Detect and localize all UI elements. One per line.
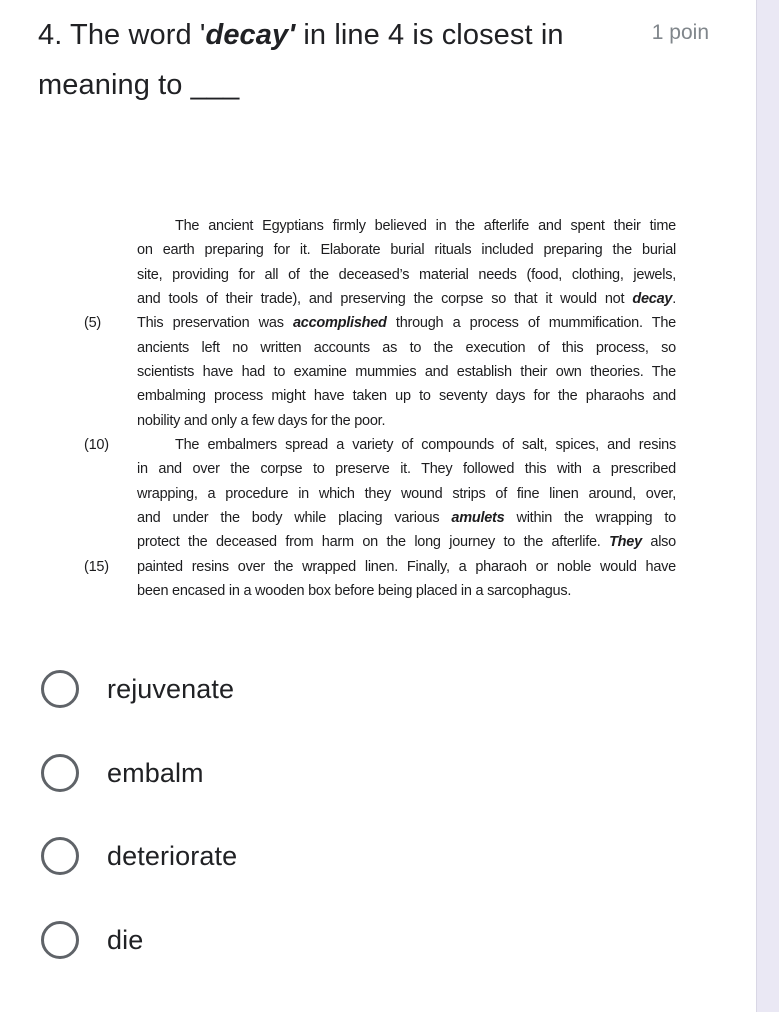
passage-line <box>84 579 676 603</box>
passage-line <box>84 433 676 457</box>
line-number <box>84 360 137 384</box>
line-text: scientists have had to examine mummies and establish their own theories. The <box>137 363 676 380</box>
option-row-die[interactable] <box>41 921 237 959</box>
option-label: die <box>107 924 144 955</box>
option-label: embalm <box>107 757 204 788</box>
passage-line <box>84 457 676 481</box>
line-text: on earth preparing for it. Elaborate burial rituals included preparing the burial <box>137 242 676 259</box>
page-background-strip <box>756 0 779 1012</box>
line-text: The ancient Egyptians firmly believed in the afterlife and spent their time <box>175 218 676 234</box>
line-text: and tools of their trade), and preserving the corpse so that it would not decay. <box>137 290 676 307</box>
passage-line <box>84 555 676 579</box>
passage-line <box>84 482 676 506</box>
passage-line <box>84 360 676 384</box>
points-label: 1 poin <box>651 21 709 44</box>
line-number <box>84 287 137 311</box>
line-text: site, providing for all of the deceased’s material needs (food, clothing, jewels, <box>137 266 676 283</box>
line-text: and under the body while placing various amulets within the wrapping to <box>137 509 676 526</box>
question-title <box>38 10 643 110</box>
option-row-deteriorate[interactable] <box>41 837 237 875</box>
passage-line <box>84 263 676 287</box>
radio-button-icon[interactable] <box>41 670 79 708</box>
option-label: rejuvenate <box>107 674 235 704</box>
passage-line <box>84 506 676 530</box>
option-row-embalm[interactable] <box>41 754 237 792</box>
line-text: This preservation was accomplished through a process of mummification. The <box>137 315 676 332</box>
passage-line <box>84 530 676 554</box>
line-number <box>84 384 137 408</box>
question-title-prefix: 4. The word ' <box>38 19 206 51</box>
question-keyword: decay' <box>205 19 296 51</box>
line-text: The embalmers spread a variety of compounds of salt, spices, and resins <box>175 436 676 453</box>
line-number <box>84 457 137 481</box>
passage-line <box>84 214 676 238</box>
option-row-rejuvenate[interactable] <box>41 670 237 708</box>
line-text: been encased in a wooden box before being placed in a sarcophagus. <box>137 582 572 599</box>
line-number <box>84 214 137 238</box>
line-number <box>84 579 137 603</box>
options-group <box>41 670 237 1004</box>
option-label: deteriorate <box>107 841 238 871</box>
question-header <box>38 10 709 110</box>
line-number <box>84 409 137 433</box>
passage-text <box>84 214 676 603</box>
radio-button-icon[interactable] <box>41 921 79 959</box>
line-number: (5) <box>84 315 101 332</box>
line-number <box>84 238 137 262</box>
line-text: protect the deceased from harm on the long journey to the afterlife. They also <box>137 534 676 551</box>
passage-line <box>84 238 676 262</box>
passage-line <box>84 336 676 360</box>
passage-line <box>84 311 676 335</box>
question-title-suffix: in line 4 is closest in meaning to ___ <box>38 19 564 101</box>
radio-button-icon[interactable] <box>41 754 79 792</box>
line-number <box>84 506 137 530</box>
line-number <box>84 336 137 360</box>
line-number: (15) <box>84 558 109 575</box>
line-number <box>84 482 137 506</box>
line-text: nobility and only a few days for the poor. <box>137 412 386 429</box>
line-number <box>84 530 137 554</box>
passage-line <box>84 409 676 433</box>
line-text: in and over the corpse to preserve it. They followed this with a prescribed <box>137 461 676 478</box>
line-text: ancients left no written accounts as to the execution of this process, so <box>137 339 676 356</box>
passage-line <box>84 287 676 311</box>
line-text: wrapping, a procedure in which they wound strips of fine linen around, over, <box>137 485 676 502</box>
line-text: painted resins over the wrapped linen. Finally, a pharaoh or noble would have <box>137 558 676 575</box>
line-number: (10) <box>84 436 109 453</box>
line-number <box>84 263 137 287</box>
line-text: embalming process might have taken up to seventy days for the pharaohs and <box>137 388 676 405</box>
radio-button-icon[interactable] <box>41 837 79 875</box>
passage-line <box>84 384 676 408</box>
